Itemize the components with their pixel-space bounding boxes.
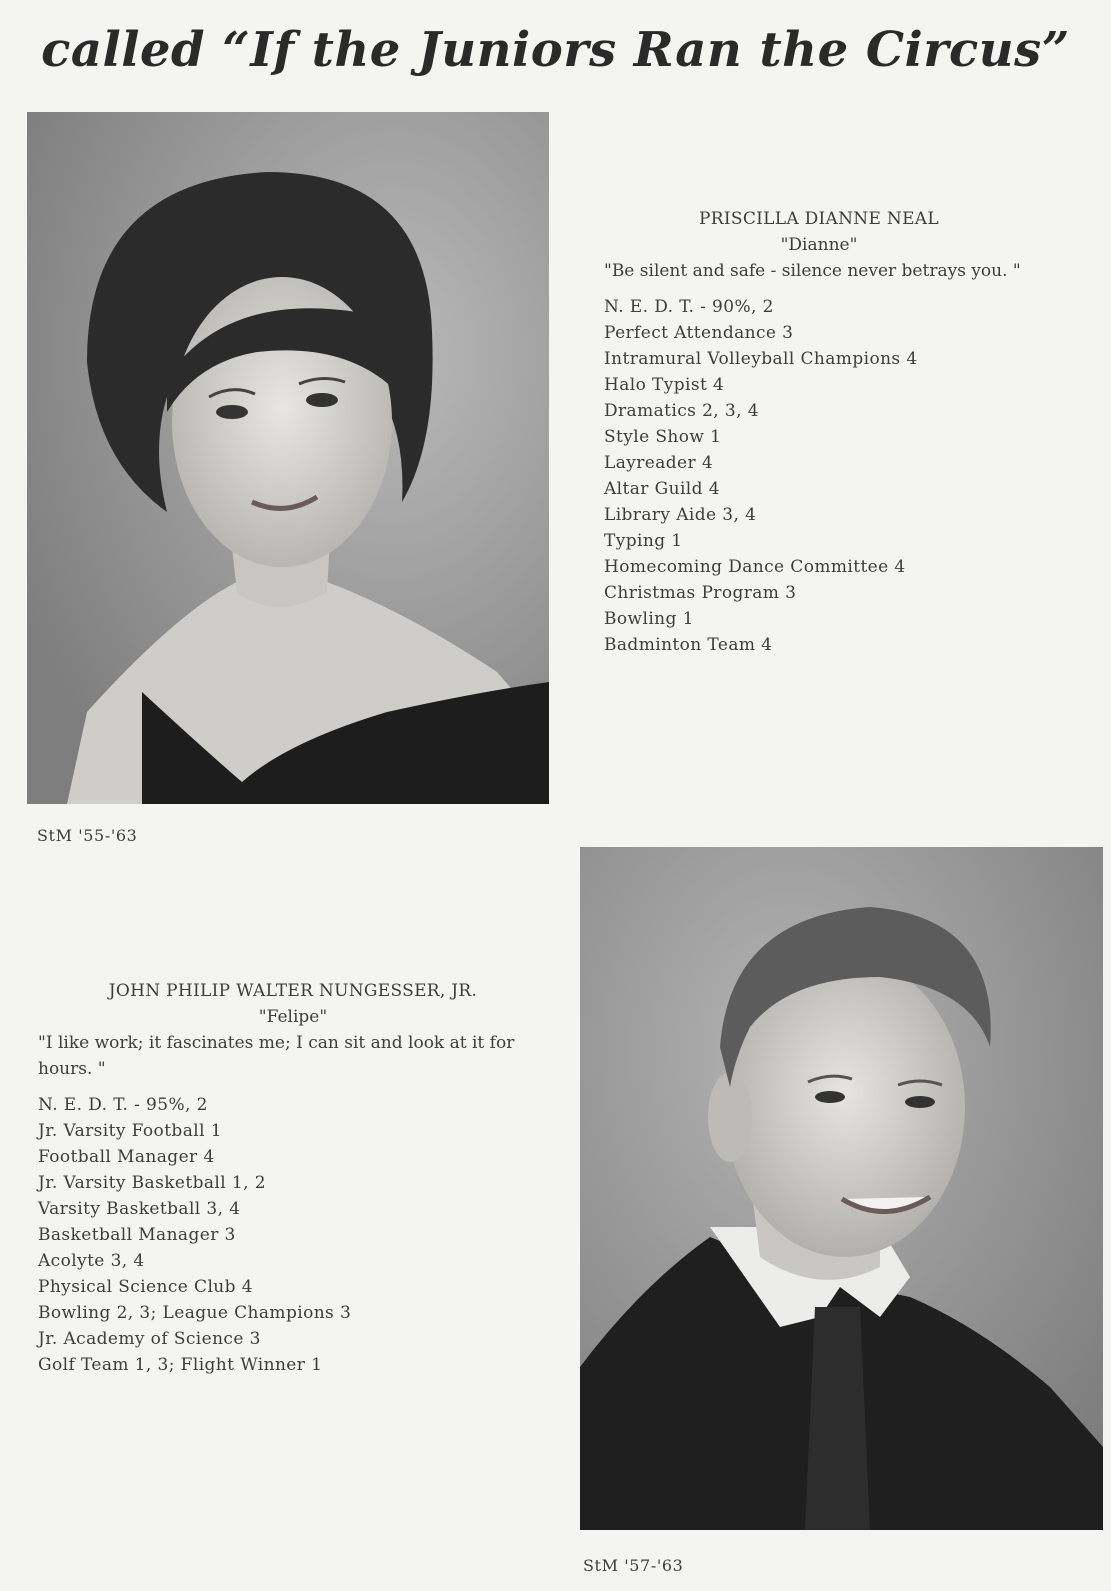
activity-item: Basketball Manager 3 [38, 1225, 236, 1245]
activity-item: Golf Team 1, 3; Flight Winner 1 [38, 1355, 323, 1375]
activity-item: Dramatics 2, 3, 4 [604, 401, 759, 421]
activity-item: Intramural Volleyball Champions 4 [604, 349, 918, 369]
activity-item: Perfect Attendance 3 [604, 323, 794, 343]
activity-item: N. E. D. T. - 95%, 2 [38, 1095, 208, 1115]
activity-item: Bowling 1 [604, 609, 694, 629]
activity-item: Library Aide 3, 4 [604, 505, 757, 525]
photo-caption: StM '55-'63 [37, 826, 138, 845]
photo-caption: StM '57-'63 [583, 1556, 684, 1575]
activity-item: Homecoming Dance Committee 4 [604, 557, 906, 577]
activity-item: Jr. Varsity Basketball 1, 2 [38, 1173, 266, 1193]
activity-item: Halo Typist 4 [604, 375, 725, 395]
activity-item: N. E. D. T. - 90%, 2 [604, 297, 774, 317]
activity-item: Altar Guild 4 [604, 479, 720, 499]
page-title: called “If the Juniors Ran the Circus” [41, 22, 1070, 78]
activities-list [604, 294, 1034, 658]
activity-item: Christmas Program 3 [604, 583, 797, 603]
activity-item: Bowling 2, 3; League Champions 3 [38, 1303, 352, 1323]
activity-item: Jr. Varsity Football 1 [38, 1121, 222, 1141]
activity-item: Varsity Basketball 3, 4 [38, 1199, 241, 1219]
student-name: JOHN PHILIP WALTER NUNGESSER, JR. [108, 981, 478, 1001]
activity-item: Style Show 1 [604, 427, 722, 447]
activity-item: Physical Science Club 4 [38, 1277, 253, 1297]
student-bio-priscilla [604, 206, 1034, 658]
activities-list [38, 1092, 548, 1378]
activity-item: Badminton Team 4 [604, 635, 773, 655]
student-bio-john [38, 978, 548, 1378]
activity-item: Acolyte 3, 4 [38, 1251, 145, 1271]
student-name: PRISCILLA DIANNE NEAL [699, 209, 939, 229]
activity-item: Jr. Academy of Science 3 [38, 1329, 261, 1349]
activity-item: Layreader 4 [604, 453, 714, 473]
activity-item: Typing 1 [604, 531, 683, 551]
student-quote: "Be silent and safe - silence never betrays you. " [604, 261, 1021, 281]
portrait-photo-john [580, 847, 1103, 1530]
student-quote: "I like work; it fascinates me; I can sit and look at it for hours. " [38, 1033, 515, 1079]
activity-item: Football Manager 4 [38, 1147, 215, 1167]
portrait-photo-priscilla [27, 112, 549, 804]
student-nickname: "Dianne" [780, 235, 858, 255]
student-nickname: "Felipe" [258, 1007, 328, 1027]
